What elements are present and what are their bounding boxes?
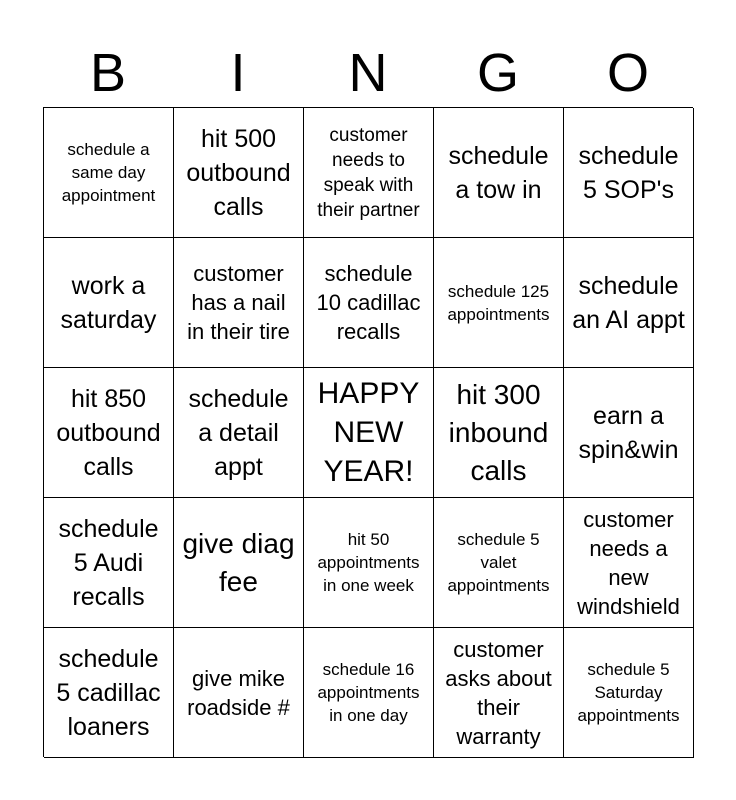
bingo-cell-r0-c2[interactable] <box>304 108 434 238</box>
header-letter-o: O <box>606 43 649 103</box>
bingo-cell-r2-c0[interactable] <box>44 368 174 498</box>
bingo-cell-r4-c0[interactable] <box>44 628 174 758</box>
cell-text: schedule 5 Audi recalls <box>58 514 159 611</box>
cell-text: hit 850 outbound calls <box>56 384 161 481</box>
bingo-cell-r1-c2[interactable] <box>304 238 434 368</box>
bingo-cell-r2-c4[interactable] <box>564 368 694 498</box>
cell-text: schedule an AI appt <box>572 271 685 334</box>
bingo-cell-r3-c1[interactable] <box>174 498 304 628</box>
bingo-cell-r1-c1[interactable] <box>174 238 304 368</box>
bingo-cell-r1-c0[interactable] <box>44 238 174 368</box>
bingo-cell-r4-c4[interactable] <box>564 628 694 758</box>
bingo-cell-r2-c1[interactable] <box>174 368 304 498</box>
cell-text: schedule 10 cadillac recalls <box>316 261 421 344</box>
cell-text: schedule 125 appointments <box>447 281 550 324</box>
cell-text: schedule 5 valet appointments <box>447 530 550 595</box>
header-letter-b: B <box>89 43 127 103</box>
cell-text: hit 50 appointments in one week <box>317 530 420 595</box>
bingo-cell-r2-c3[interactable] <box>434 368 564 498</box>
cell-text: schedule 5 cadillac loaners <box>56 644 161 741</box>
cell-text: customer needs to speak with their partner <box>317 124 420 221</box>
bingo-cell-r2-c2[interactable] <box>304 368 434 498</box>
cell-text: give mike roadside # <box>187 665 290 720</box>
header-letter-g: G <box>476 43 519 103</box>
cell-text: schedule a same day appointment <box>61 140 156 205</box>
cell-text: hit 500 outbound calls <box>186 124 291 221</box>
bingo-cell-r1-c4[interactable] <box>564 238 694 368</box>
bingo-cell-r0-c3[interactable] <box>434 108 564 238</box>
bingo-cell-r3-c4[interactable] <box>564 498 694 628</box>
bingo-cell-r3-c3[interactable] <box>434 498 564 628</box>
bingo-cell-r0-c1[interactable] <box>174 108 304 238</box>
bingo-grid <box>43 107 693 757</box>
cell-text: customer has a nail in their tire <box>187 261 290 344</box>
cell-text: schedule a detail appt <box>188 384 289 481</box>
bingo-cell-r4-c1[interactable] <box>174 628 304 758</box>
bingo-cell-r0-c0[interactable] <box>44 108 174 238</box>
cell-text: work a saturday <box>60 271 157 334</box>
cell-text: schedule a tow in <box>448 141 549 204</box>
bingo-cell-r0-c4[interactable] <box>564 108 694 238</box>
bingo-cell-r3-c0[interactable] <box>44 498 174 628</box>
bingo-cell-r4-c2[interactable] <box>304 628 434 758</box>
cell-text: schedule 5 Saturday appointments <box>577 660 680 725</box>
bingo-cell-r1-c3[interactable] <box>434 238 564 368</box>
cell-text: HAPPY NEW YEAR! <box>317 377 420 488</box>
cell-text: earn a spin&win <box>578 401 679 464</box>
cell-text: hit 300 inbound calls <box>448 378 549 486</box>
bingo-cell-r3-c2[interactable] <box>304 498 434 628</box>
cell-text: customer needs a new windshield <box>577 506 680 619</box>
cell-text: schedule 5 SOP's <box>578 141 679 204</box>
header-letter-i: I <box>230 43 246 103</box>
cell-text: customer asks about their warranty <box>445 636 552 749</box>
header-letter-n: N <box>348 43 388 103</box>
cell-text: give diag fee <box>182 527 295 597</box>
bingo-cell-r4-c3[interactable] <box>434 628 564 758</box>
bingo-header <box>43 40 693 106</box>
cell-text: schedule 16 appointments in one day <box>317 660 420 725</box>
